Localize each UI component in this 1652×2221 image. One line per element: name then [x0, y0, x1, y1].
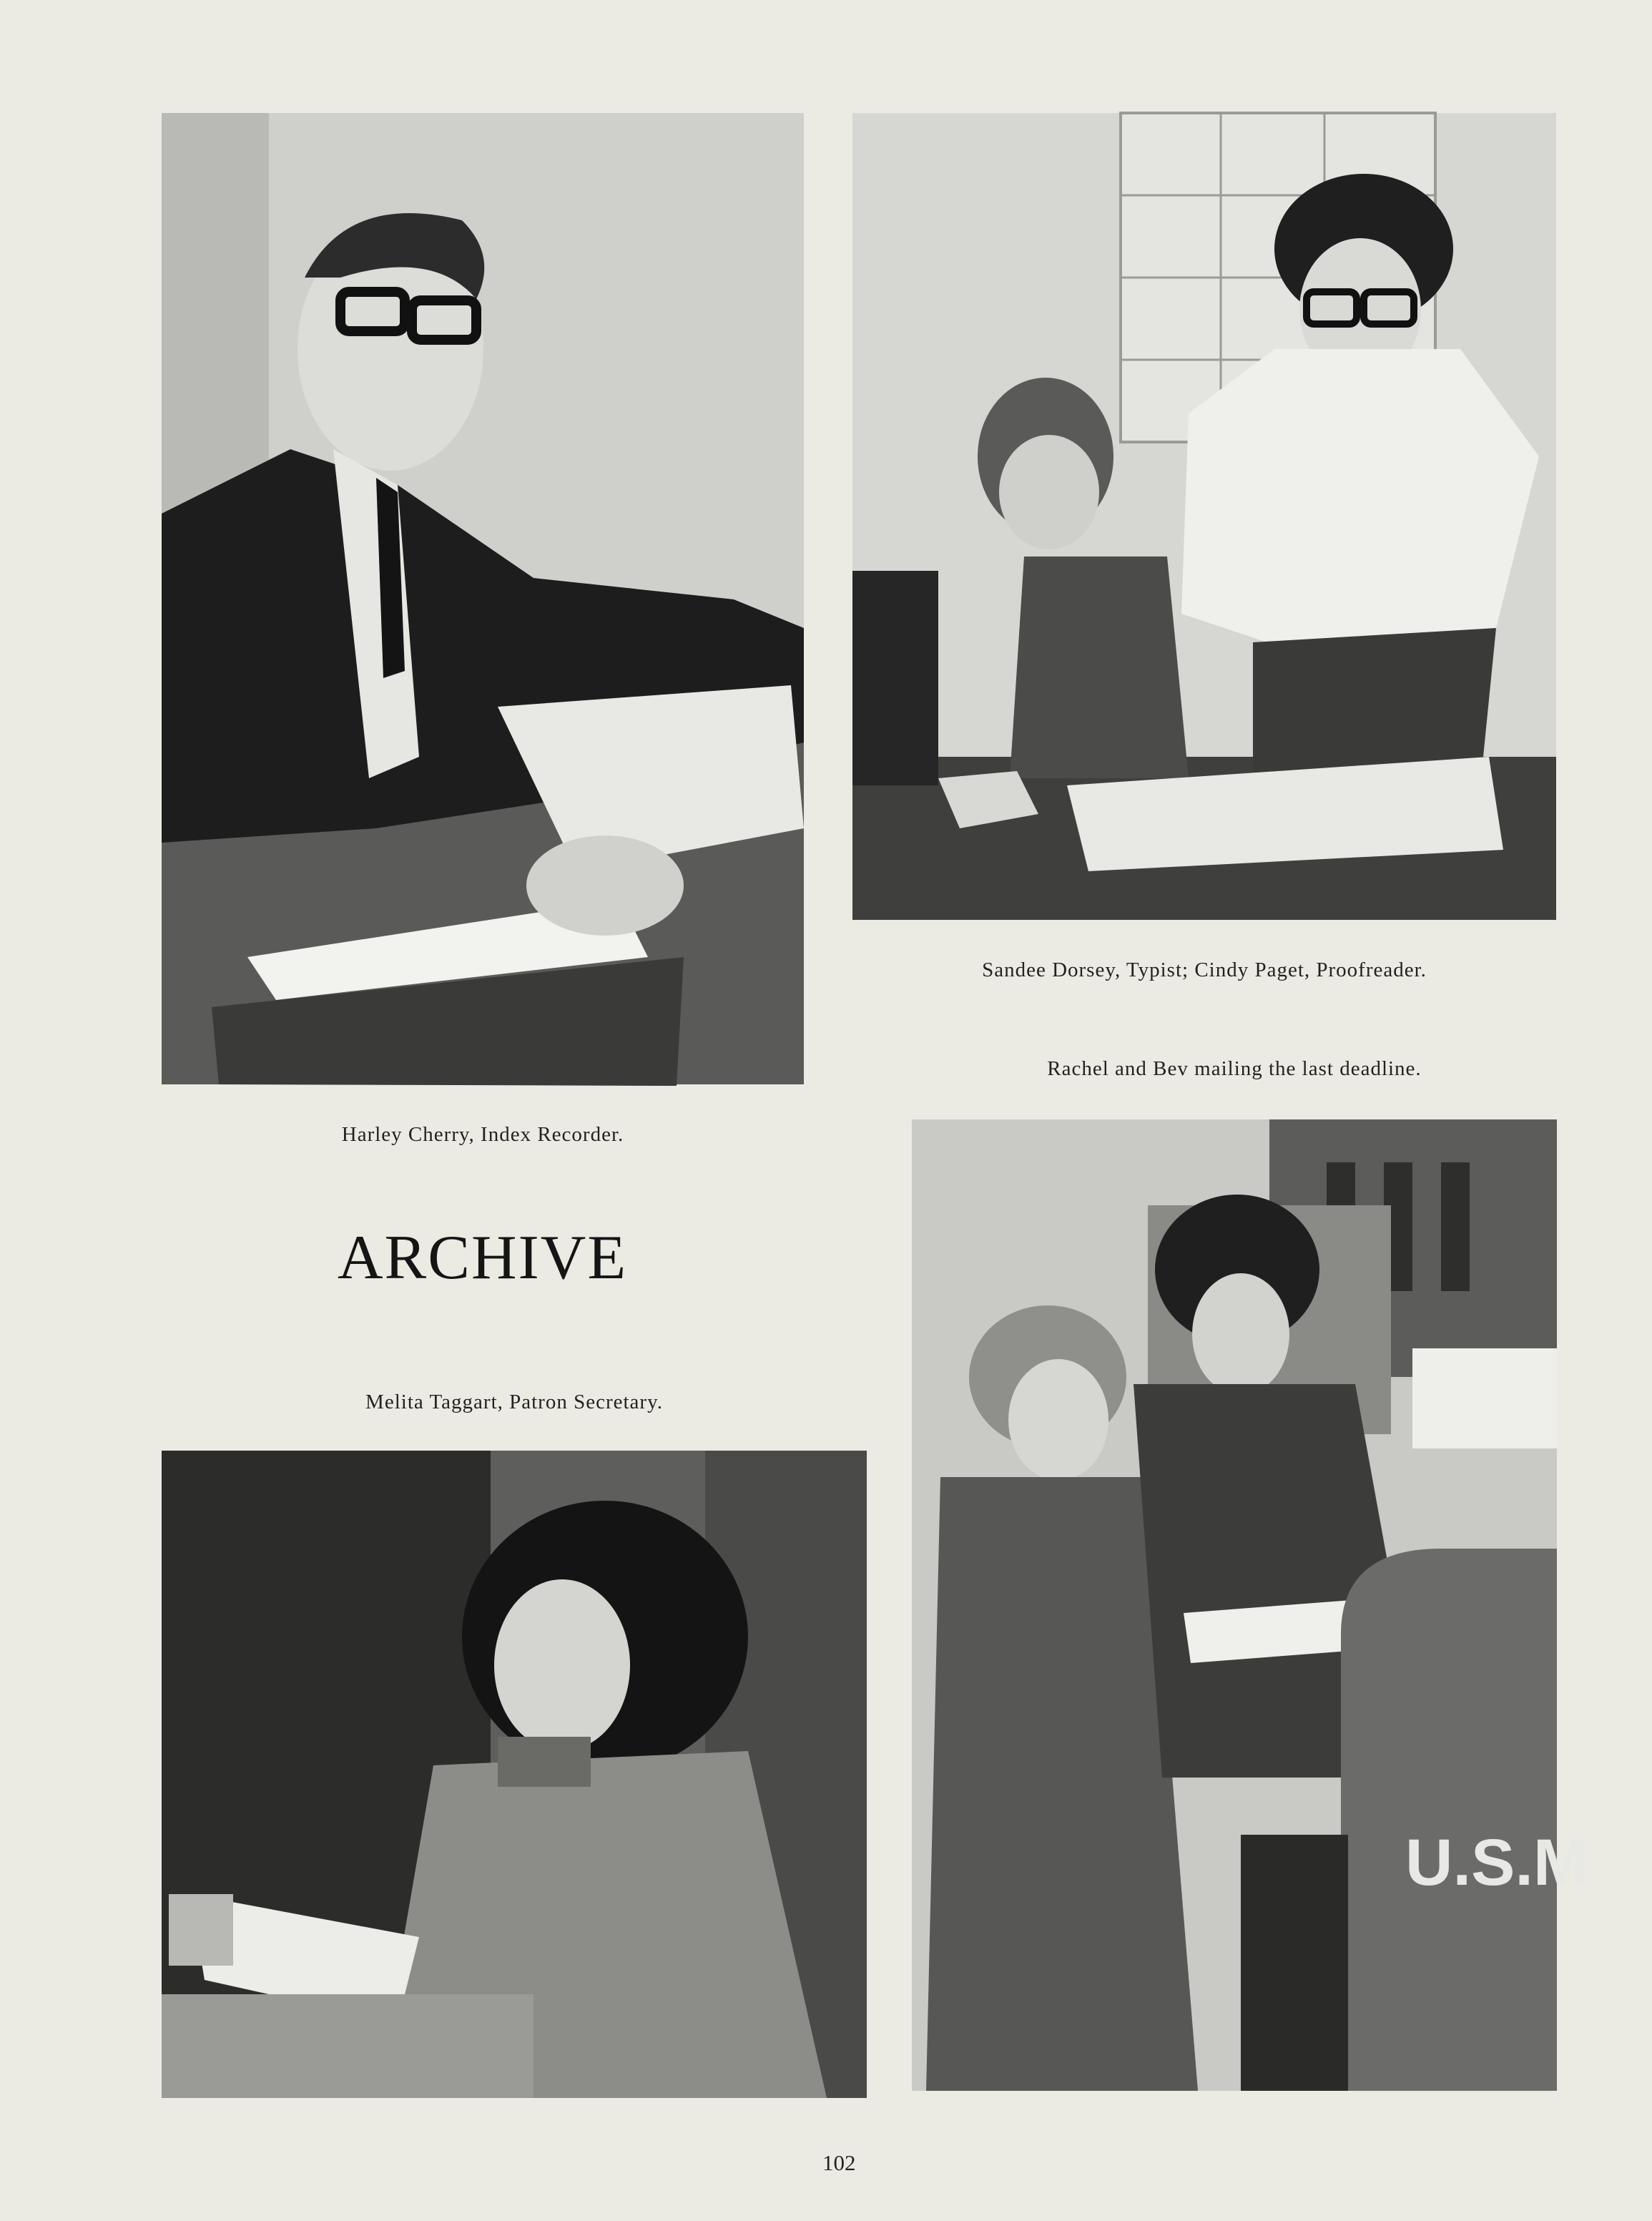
caption-sandee-cindy: Sandee Dorsey, Typist; Cindy Paget, Proofreader. — [982, 958, 1427, 981]
photo-sandee-cindy — [852, 113, 1556, 920]
sandee-cindy-photo-illustration — [852, 113, 1556, 920]
page-number: 102 — [822, 2150, 856, 2175]
photo-melita-taggart — [162, 1451, 867, 2098]
photo-rachel-bev — [912, 1119, 1588, 2091]
harley-photo-illustration — [162, 113, 804, 1084]
rachel-bev-photo-illustration — [912, 1119, 1588, 2091]
melita-photo-illustration — [162, 1451, 867, 2098]
section-title: ARCHIVE — [338, 1223, 628, 1293]
caption-rachel-bev: Rachel and Bev mailing the last deadline. — [1047, 1057, 1422, 1080]
mailbox-lettering: U.S.M — [1405, 1826, 1588, 1899]
caption-harley-cherry: Harley Cherry, Index Recorder. — [341, 1123, 624, 1146]
photo-harley-cherry — [162, 113, 804, 1084]
caption-melita-taggart: Melita Taggart, Patron Secretary. — [365, 1391, 663, 1413]
